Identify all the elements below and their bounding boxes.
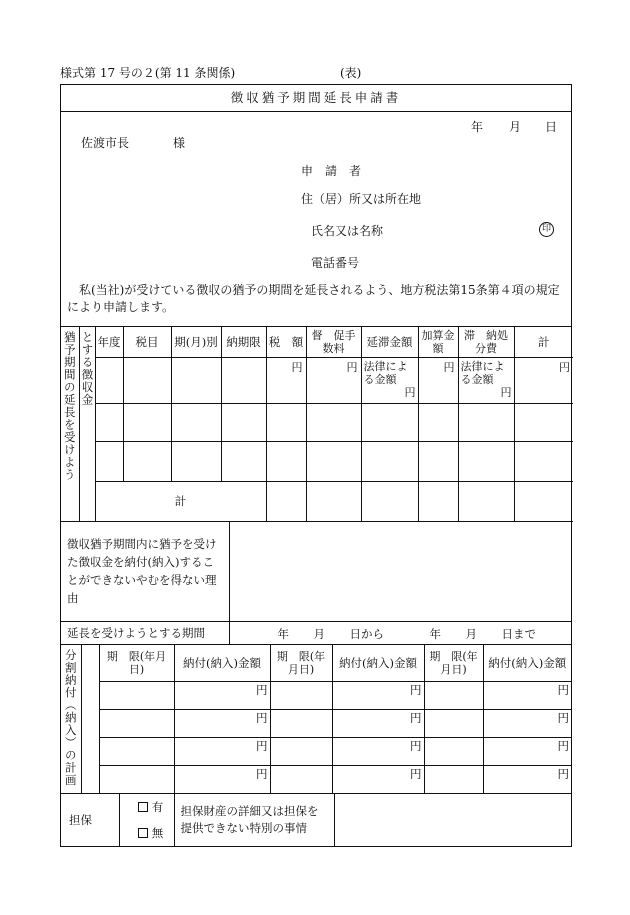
table-row [61,403,573,441]
amount-cell[interactable]: 円 [332,682,424,710]
collateral-options [119,794,174,846]
applicant-header [61,112,571,327]
addressee-name: 佐渡市長 [81,136,130,150]
header-reminder-fee: 督 促手数料 [306,327,361,357]
deadline-header-3: 期 限(年月日) [424,645,483,682]
header-delinquency: 延滞金額 [361,327,418,357]
deadline-cell[interactable] [270,710,332,738]
addressee-honorific: 様 [173,136,186,150]
deadline-cell[interactable] [424,766,483,794]
cell-total[interactable]: 円 [514,357,573,403]
header-additional: 加算金額 [418,327,458,357]
header-period: 期(月)別 [171,327,221,357]
reason-section [61,522,571,623]
form-number: 様式第 17 号の２(第 11 条関係) [60,66,236,80]
seal-mark: 印 [539,222,554,237]
cell-tax-item[interactable] [123,403,171,441]
period-label: 延長を受けようとする期間 [61,622,229,644]
total-delinquency[interactable] [361,481,418,521]
cell-disposition-fee[interactable] [458,441,514,481]
table-row [61,738,571,766]
deadline-cell[interactable] [99,710,174,738]
cell-year[interactable] [95,357,123,403]
deadline-cell[interactable] [99,766,174,794]
checkbox-icon[interactable] [138,828,148,838]
tax-side-label-1: 猶予期間の延長を受けよう [61,327,79,521]
deadline-cell[interactable] [99,738,174,766]
installment-side-label: 分割納付（納入）の計画 [61,645,81,794]
cell-tax-amount[interactable] [266,441,306,481]
reason-input[interactable] [229,522,571,622]
deadline-cell[interactable] [424,682,483,710]
cell-tax-item[interactable] [123,357,171,403]
cell-deadline[interactable] [221,441,266,481]
amount-cell[interactable]: 円 [483,766,571,794]
installment-side-spacer [81,645,99,794]
amount-cell[interactable]: 円 [174,710,270,738]
cell-deadline[interactable] [221,357,266,403]
collateral-detail-label: 担保財産の詳細又は担保を提供できない特別の事情 [174,794,334,846]
deadline-header-1: 期 限(年月日) [99,645,174,682]
amount-cell[interactable]: 円 [174,766,270,794]
cell-tax-item[interactable] [123,441,171,481]
amount-cell[interactable]: 円 [483,738,571,766]
date-day: 日 [545,120,558,134]
applicant-phone-label: 電話番号 [311,256,360,270]
cell-tax-amount[interactable] [266,403,306,441]
header-year: 年度 [95,327,123,357]
amount-cell[interactable]: 円 [483,682,571,710]
header-total: 計 [514,327,573,357]
cell-total[interactable] [514,441,573,481]
header-disposition-fee: 滞 納処分費 [458,327,514,357]
cell-disposition-fee[interactable] [458,403,514,441]
table-row [61,766,571,794]
deadline-cell[interactable] [270,682,332,710]
applicant-address-label: 住（居）所又は所在地 [301,192,422,206]
amount-header-3: 納付(納入)金額 [483,645,571,682]
total-label: 計 [95,481,266,521]
header-tax-amount: 税 額 [266,327,306,357]
period-input[interactable]: 年 月 日から 年 月 日まで [229,622,571,644]
cell-delinquency[interactable] [361,441,418,481]
cell-period[interactable] [171,441,221,481]
cell-tax-amount[interactable]: 円 [266,357,306,403]
checkbox-icon[interactable] [138,802,148,812]
cell-delinquency[interactable]: 法律による金額 円 [361,357,418,403]
table-row [61,441,573,481]
deadline-cell[interactable] [424,738,483,766]
installment-table [61,645,571,795]
deadline-header-2: 期 限(年月日) [270,645,332,682]
total-additional[interactable] [418,481,458,521]
cell-period[interactable] [171,357,221,403]
date-month: 月 [509,120,522,134]
cell-reminder-fee[interactable] [306,403,361,441]
cell-deadline[interactable] [221,403,266,441]
form-title: 徴収猶予期間延長申請書 [61,85,571,112]
collateral-no-option[interactable]: 無 [130,820,172,846]
applicant-name-label: 氏名又は名称 [311,224,384,238]
cell-year[interactable] [95,441,123,481]
header-deadline: 納期限 [221,327,266,357]
date-year: 年 [471,120,484,134]
total-row [61,481,573,521]
amount-header-2: 納付(納入)金額 [332,645,424,682]
application-form [60,84,572,847]
cell-year[interactable] [95,403,123,441]
cell-additional[interactable] [418,403,458,441]
deadline-cell[interactable] [270,766,332,794]
collateral-label: 担保 [61,794,119,846]
application-statement: 私(当社)が受けている徴収の猶予の期間を延長されるよう、地方税法第15条第４項の規定により申請します。 [67,283,560,314]
deadline-cell[interactable] [270,738,332,766]
amount-header-1: 納付(納入)金額 [174,645,270,682]
amount-cell[interactable]: 円 [332,766,424,794]
total-disposition-fee[interactable] [458,481,514,521]
table-row [61,682,571,710]
collateral-section [61,794,571,846]
side-label: (表) [340,66,362,80]
header-tax-item: 税目 [123,327,171,357]
cell-period[interactable] [171,403,221,441]
cell-reminder-fee[interactable]: 円 [306,357,361,403]
amount-cell[interactable]: 円 [483,710,571,738]
deadline-cell[interactable] [424,710,483,738]
cell-reminder-fee[interactable] [306,441,361,481]
table-row [61,357,573,403]
amount-cell[interactable]: 円 [174,738,270,766]
period-section [61,622,571,645]
reason-label: 徴収猶予期間内に猶予を受けた徴収金を納付(納入)することができないやむを得ない理由 [61,522,229,622]
collateral-detail-input[interactable] [334,794,571,846]
cell-additional[interactable]: 円 [418,357,458,403]
total-sum[interactable] [514,481,573,521]
amount-cell[interactable]: 円 [332,738,424,766]
table-row [61,710,571,738]
tax-table [61,327,573,522]
cell-total[interactable] [514,403,573,441]
tax-side-label-2: とする徴収金 [79,327,95,521]
amount-cell[interactable]: 円 [332,710,424,738]
cell-disposition-fee[interactable]: 法律による金額 円 [458,357,514,403]
cell-delinquency[interactable] [361,403,418,441]
collateral-yes-option[interactable]: 有 [130,794,172,820]
cell-additional[interactable] [418,441,458,481]
deadline-cell[interactable] [99,682,174,710]
total-reminder-fee[interactable] [306,481,361,521]
amount-cell[interactable]: 円 [174,682,270,710]
applicant-heading: 申 請 者 [301,164,362,178]
total-tax-amount[interactable] [266,481,306,521]
